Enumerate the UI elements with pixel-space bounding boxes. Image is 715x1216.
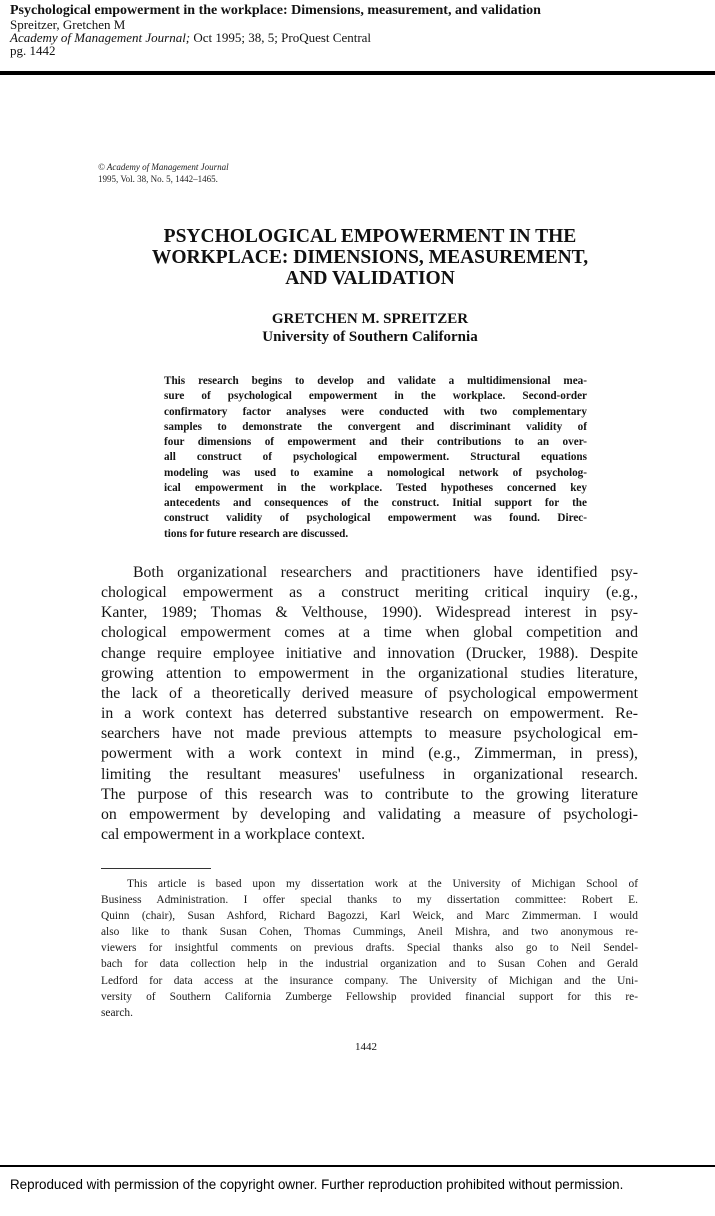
footnote-line: viewers for insightful comments on previous drafts. Special thanks also go to Neil Sendel- xyxy=(101,942,638,955)
footnote-line: versity of Southern California Zumberge Fellowship provided financial support for this re- xyxy=(101,990,638,1003)
author-block xyxy=(60,310,680,346)
abstract-line: This research begins to develop and validate a multidimensional mea- xyxy=(164,375,587,387)
footnote-line: Ledford for data access at the insurance company. The University of Michigan and the Uni- xyxy=(101,974,638,987)
issue-info: Oct 1995; 38, 5; ProQuest Central xyxy=(190,30,372,45)
title-line: WORKPLACE: DIMENSIONS, MEASUREMENT, xyxy=(151,247,589,268)
body-line: chological empowerment comes at a time when global competition and xyxy=(101,624,638,642)
footnote-line: also like to thank Susan Cohen, Thomas Cummings, Aneil Mishra, and two anonymous re- xyxy=(101,926,638,939)
abstract-line: ical empowerment in the workplace. Tested hypotheses concerned key xyxy=(164,481,587,494)
abstract xyxy=(164,374,587,542)
abstract-line: samples to demonstrate the convergent and discriminant validity of xyxy=(164,420,587,433)
body-line: change require employee initiative and innovation (Drucker, 1988). Despite xyxy=(101,644,638,662)
page-number: 1442 xyxy=(355,1041,377,1053)
footer-divider xyxy=(0,1165,715,1167)
abstract-line: construct validity of psychological empowerment was found. Direc- xyxy=(164,512,587,525)
document-title: Psychological empowerment in the workplace: Dimensions, measurement, and validation xyxy=(10,3,541,18)
abstract-line: confirmatory factor analyses were conducted with two complementary xyxy=(164,405,587,418)
document-header xyxy=(10,3,710,57)
body-line: on empowerment by developing and validating a measure of psychologi- xyxy=(101,805,638,823)
body-line: Kanter, 1989; Thomas & Velthouse, 1990). Widespread interest in psy- xyxy=(101,604,638,622)
copyright-notice: Reproduced with permission of the copyright owner. Further reproduction prohibited without permission. xyxy=(10,1177,624,1192)
abstract-line: modeling was used to examine a nomological network of psycholog- xyxy=(164,466,587,479)
body-line: growing attention to empowerment in the organizational studies literature, xyxy=(101,664,638,682)
body-line: searchers have not made previous attempts to measure psychological em- xyxy=(101,725,638,743)
footnote-line: Business Administration. I offer special thanks to my dissertation committee: Robert E. xyxy=(101,894,638,907)
footnote-line: search. xyxy=(101,1006,133,1019)
body-line: chological empowerment as a construct meriting critical inquiry (e.g., xyxy=(101,584,638,602)
author-name: GRETCHEN M. SPREITZER xyxy=(271,311,469,327)
abstract-line: four dimensions of empowerment and their contributions to an over- xyxy=(164,436,587,448)
abstract-line: antecedents and consequences of the construct. Initial support for the xyxy=(164,497,587,509)
body-line: cal empowerment in a workplace context. xyxy=(101,826,366,844)
journal-copyright: © Academy of Management Journal xyxy=(98,162,229,172)
footnote xyxy=(101,876,638,1021)
title-line: AND VALIDATION xyxy=(285,268,455,289)
body-line: the lack of a theoretically derived measure of psychological empowerment xyxy=(101,684,638,702)
document-author: Spreitzer, Gretchen M xyxy=(10,17,126,32)
abstract-line: sure of psychological empowerment in the workplace. Second-order xyxy=(164,390,587,403)
body-line: powerment with a work context in mind (e.g., Zimmerman, in press), xyxy=(101,745,638,763)
header-divider xyxy=(0,71,715,75)
body-line: limiting the resultant measures' usefulness in organizational research. xyxy=(101,765,638,783)
footnote-line: Quinn (chair), Susan Ashford, Richard Bagozzi, Karl Weick, and Marc Zimmerman. I would xyxy=(101,910,638,923)
author-affiliation: University of Southern California xyxy=(262,329,478,345)
body-line: The purpose of this research was to contribute to the growing literature xyxy=(101,785,638,803)
footnote-divider xyxy=(101,868,211,869)
footnote-line: bach for data collection help in the industrial organization and to Susan Cohen and Gerald xyxy=(101,958,638,971)
document-source xyxy=(10,31,710,44)
abstract-line: tions for future research are discussed. xyxy=(164,527,349,540)
footnote-line: This article is based upon my dissertation work at the University of Michigan School of xyxy=(127,878,638,890)
journal-name: Academy of Management Journal; xyxy=(10,30,191,45)
document-page: pg. 1442 xyxy=(10,43,56,58)
article-title xyxy=(60,226,680,289)
body-line: in a work context has deterred substantive research on empowerment. Re- xyxy=(101,705,638,723)
journal-info xyxy=(98,161,229,185)
journal-volume: 1995, Vol. 38, No. 5, 1442–1465. xyxy=(98,174,218,184)
abstract-line: all construct of psychological empowerment. Structural equations xyxy=(164,451,587,464)
body-paragraph xyxy=(101,563,638,845)
title-line: PSYCHOLOGICAL EMPOWERMENT IN THE xyxy=(163,226,577,247)
body-line: Both organizational researchers and practitioners have identified psy- xyxy=(133,564,638,581)
